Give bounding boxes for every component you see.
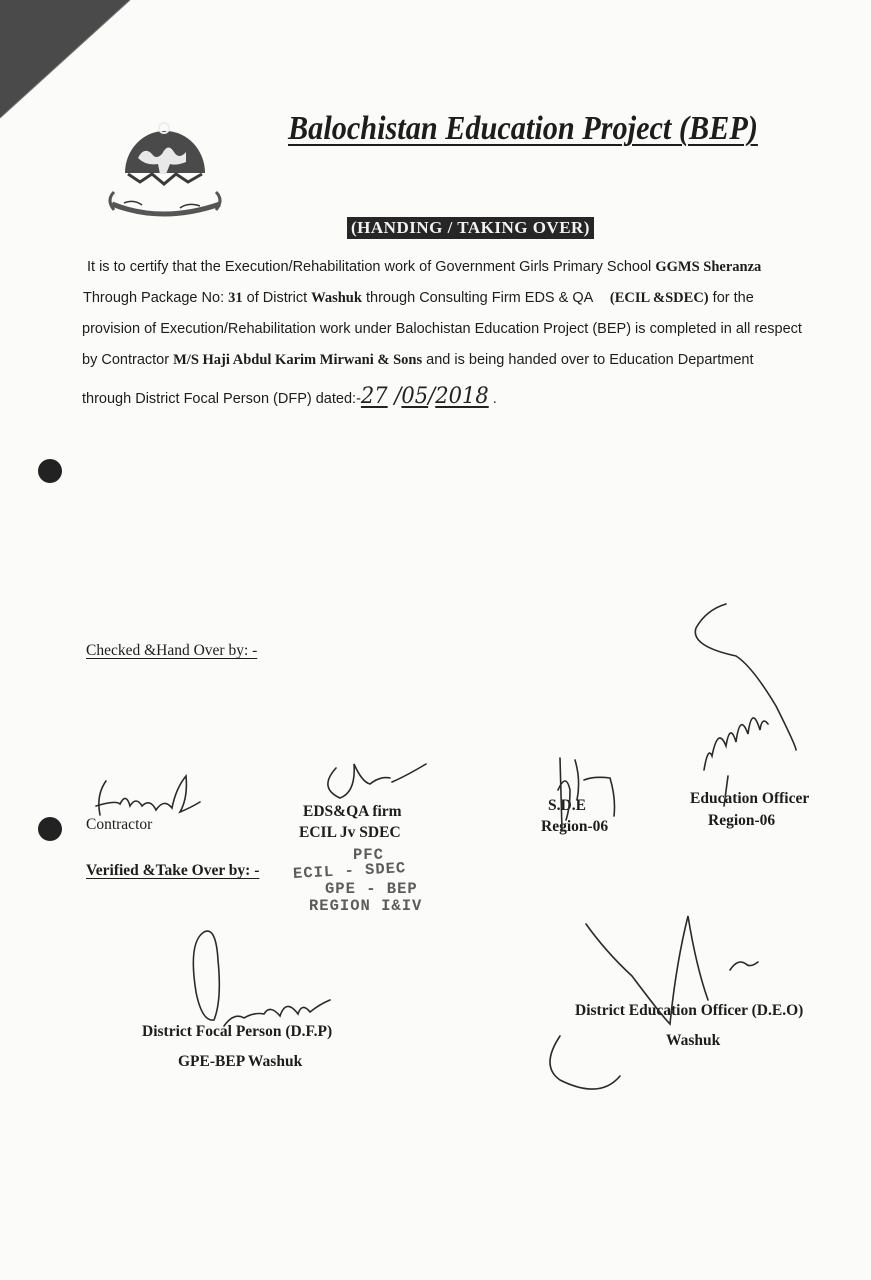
- certificate-line-3: provision of Execution/Rehabilitation work under Balochistan Education Project (BEP) is completed in all respect: [82, 320, 802, 337]
- education-officer-signature: [695, 604, 796, 806]
- date-day-handwritten: 27: [360, 384, 388, 409]
- sde-signature: [558, 758, 615, 830]
- date-separator: /: [428, 384, 436, 409]
- cert-text: .: [488, 390, 497, 407]
- eo-region-label: Region-06: [708, 812, 776, 829]
- date-year-handwritten: 2018: [435, 384, 489, 409]
- checked-handover-heading: Checked &Hand Over by: -: [86, 642, 258, 659]
- sde-region-label: Region-06: [541, 818, 609, 835]
- cert-text: through District Focal Person (DFP) dated:-: [82, 390, 361, 407]
- page-title: Balochistan Education Project (BEP): [288, 110, 758, 147]
- stamp-line-4: REGION I&IV: [309, 897, 423, 915]
- contractor-name: M/S Haji Abdul Karim Mirwani & Sons: [173, 351, 423, 368]
- stamp-line-3: GPE - BEP: [325, 880, 418, 898]
- cert-text: by Contractor: [82, 351, 174, 368]
- stamp-line-1: PFC: [353, 846, 384, 864]
- date-separator: /: [387, 384, 402, 409]
- education-officer-label: Education Officer: [690, 790, 810, 807]
- verified-takeover-heading: Verified &Take Over by: -: [86, 862, 260, 879]
- eds-qa-signature: [328, 764, 426, 798]
- stamp-line-2: ECIL - SDEC: [292, 859, 407, 883]
- cert-text: It is to certify that the Execution/Rehabilitation work of Government Girls Primary School: [87, 258, 656, 275]
- dfp-signature: [193, 931, 330, 1026]
- contractor-label: Contractor: [86, 816, 153, 833]
- date-month-handwritten: 05: [401, 384, 429, 409]
- ecil-sdec-label: ECIL Jv SDEC: [299, 824, 401, 841]
- firm-code: (ECIL &SDEC): [609, 289, 709, 306]
- cert-text: of District: [242, 289, 312, 306]
- contractor-signature: [96, 776, 200, 815]
- cert-text: through Consulting Firm EDS & QA: [361, 289, 597, 306]
- district-name: Washuk: [311, 289, 362, 306]
- cert-text: Through Package No:: [83, 289, 229, 306]
- document-subtitle: (HANDING / TAKING OVER): [347, 217, 594, 239]
- eds-qa-firm-label: EDS&QA firm: [303, 803, 402, 820]
- gpe-bep-washuk-label: GPE-BEP Washuk: [178, 1053, 303, 1070]
- package-number: 31: [228, 289, 243, 306]
- deo-label: District Education Officer (D.E.O): [575, 1002, 804, 1019]
- deo-washuk-label: Washuk: [666, 1032, 721, 1049]
- sde-label: S.D.E: [548, 797, 586, 814]
- cert-text: for the: [708, 289, 754, 306]
- dfp-label: District Focal Person (D.F.P): [142, 1023, 333, 1040]
- cert-text: and is being handed over to Education Department: [422, 351, 754, 368]
- deo-signature: [550, 916, 758, 1089]
- school-name: GGMS Sheranza: [655, 258, 762, 275]
